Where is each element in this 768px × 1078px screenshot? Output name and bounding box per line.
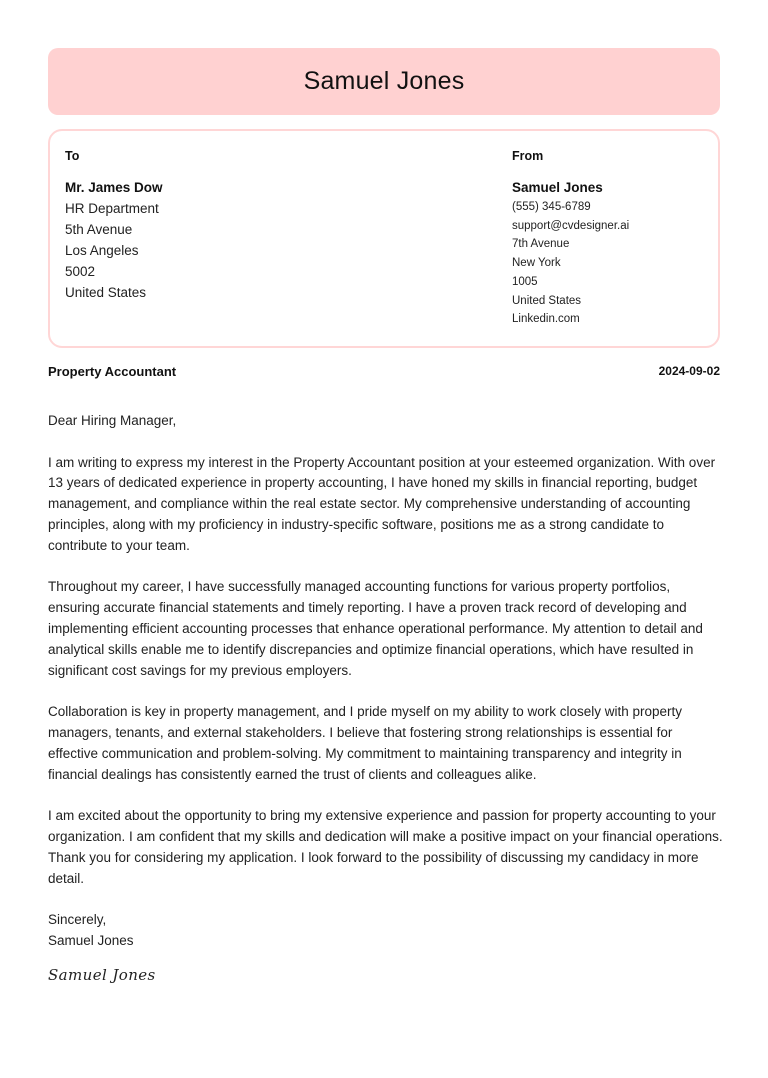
recipient-line: United States [65, 285, 147, 300]
body-paragraph: I am writing to express my interest in the Property Accountant position at your esteemed organization. With over 13 years of dedicated experience in property accounting, I have honed my skills in financial reporting, budget management, and compliance within the real estate sector. My comprehensive understanding of accounting principles, along with my proficiency in industry-specific software, positions me as a strong candidate to contribute to your team. [48, 454, 716, 553]
closing-name: Samuel Jones [48, 932, 134, 948]
sender-block [512, 149, 629, 329]
applicant-name: Samuel Jones [303, 67, 465, 95]
recipient-heading: To [65, 149, 80, 163]
recipient-line: 5002 [65, 264, 96, 279]
sender-city: New York [512, 257, 561, 270]
sender-phone: (555) 345-6789 [512, 201, 591, 213]
recipient-name: Mr. James Dow [65, 180, 163, 195]
recipient-line: Los Angeles [65, 243, 139, 258]
recipient-line: HR Department [65, 201, 159, 216]
letter-meta-row [48, 364, 720, 382]
recipient-line: 5th Avenue [65, 222, 133, 237]
sender-heading: From [512, 149, 544, 163]
sender-linkedin: Linkedin.com [512, 313, 580, 326]
letter-body [48, 411, 724, 952]
sender-country: United States [512, 294, 582, 307]
sender-email: support@cvdesigner.ai [512, 219, 630, 232]
position-title: Property Accountant [48, 364, 177, 379]
address-box [48, 129, 720, 348]
header-banner [48, 48, 720, 115]
sender-street: 7th Avenue [512, 238, 570, 251]
body-paragraph: Throughout my career, I have successfully managed accounting functions for various property portfolios, ensuring accurate financial statements and timely reporting. I have a proven track record of developing and implementing efficient accounting processes that enhance operational performance. My attention to detail and analytical skills enable me to identify discrepancies and optimize financial operations, which have resulted in significant cost savings for my previous employers. [48, 579, 703, 678]
sender-postcode: 1005 [512, 275, 538, 288]
letter-date: 2024-09-02 [658, 364, 720, 378]
handwritten-signature: Samuel Jones [48, 966, 156, 984]
body-paragraph: I am excited about the opportunity to bring my extensive experience and passion for property accounting to your organization. I am confident that my skills and dedication will make a positive impact on your financial operations. Thank you for considering my application. I look forward to the possibility of discussing my candidacy in more detail. [48, 808, 723, 886]
greeting: Dear Hiring Manager, [48, 413, 177, 428]
sender-name: Samuel Jones [512, 180, 603, 195]
body-paragraph: Collaboration is key in property management, and I pride myself on my ability to work closely with property managers, tenants, and external stakeholders. I believe that fostering strong relationships is essential for effective communication and problem-solving. My commitment to maintaining transparency and integrity in financial dealings has consistently earned the trust of clients and colleagues alike. [48, 704, 683, 782]
closing: Sincerely, [48, 912, 107, 928]
recipient-block [65, 149, 163, 303]
